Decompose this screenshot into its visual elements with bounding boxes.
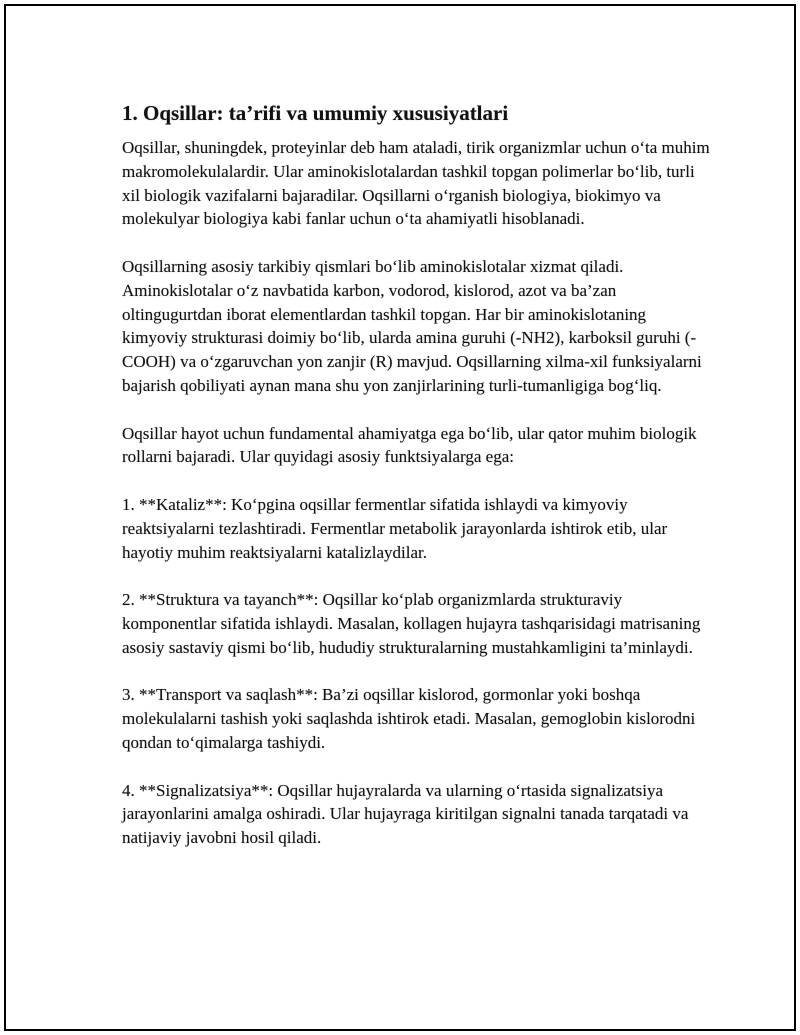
paragraph-aminoacids: Oqsillarning asosiy tarkibiy qismlari bo‘lib aminokislotalar xizmat qiladi. Aminokislotalar o‘z navbatida karbon, vodorod, kislorod, azot va ba’zan oltingugurtdan iborat elementlardan tashkil topgan. Har bir aminokislotaning kimyoviy strukturasi doimiy bo‘lib, ularda amina guruhi (-NH2), karboksil guruhi (-COOH) va o‘zgaruvchan yon zanjir (R) mavjud. Oqsillarning xilma-xil funksiyalarni bajarish qobiliyati aynan mana shu yon zanjirlarining turli-tumanligiga bog‘liq. [122,256,702,395]
page-frame [4,4,796,1031]
paragraph-catalysis: 1. **Kataliz**: Ko‘pgina oqsillar fermentlar sifatida ishlaydi va kimyoviy reaktsiyalarni tezlashtiradi. Fermentlar metabolik jarayonlarda ishtirok etib, ular hayotiy muhim reaktsiyalarni katalizlaydilar. [122,494,668,562]
paragraph-functions-intro: Oqsillar hayot uchun fundamental ahamiyatga ega bo‘lib, ular qator muhim biologik rollarni bajaradi. Ular quyidagi asosiy funktsiyalarga ega: [122,423,697,467]
paragraph-transport: 3. **Transport va saqlash**: Ba’zi oqsillar kislorod, gormonlar yoki boshqa molekulalarni tashish yoki saqlashda ishtirok etadi. Masalan, gemoglobin kislorodni qondan to‘qimalarga tashiydi. [122,685,696,752]
paragraph-definition: Oqsillar, shuningdek, proteyinlar deb ham ataladi, tirik organizmlar uchun o‘ta muhim makromolekulalardir. Ular aminokislotalardan tashkil topgan polimerlar bo‘lib, turli xil biologik vazifalarni bajaradilar. Oqsillarni o‘rganish biologiya, biokimyo va molekulyar biologiya kabi fanlar uchun o‘ta ahamiyatli hisoblanadi. [122,138,710,229]
document-body [122,100,712,850]
paragraph-structure: 2. **Struktura va tayanch**: Oqsillar ko‘plab organizmlarda strukturaviy komponentlar sifatida ishlaydi. Masalan, kollagen hujayra tashqarisidagi matrisaning asosiy sastaviy qismi bo‘lib, hududiy strukturalarning mustahkamligini ta’minlaydi. [122,590,701,657]
paragraph-signaling: 4. **Signalizatsiya**: Oqsillar hujayralarda va ularning o‘rtasida signalizatsiya jarayonlarini amalga oshiradi. Ular hujayraga kiritilgan signalni tanada tarqatadi va natijaviy javobni hosil qiladi. [122,780,689,848]
section-heading: 1. Oqsillar: ta’rifi va umumiy xususiyatlari [122,101,509,125]
